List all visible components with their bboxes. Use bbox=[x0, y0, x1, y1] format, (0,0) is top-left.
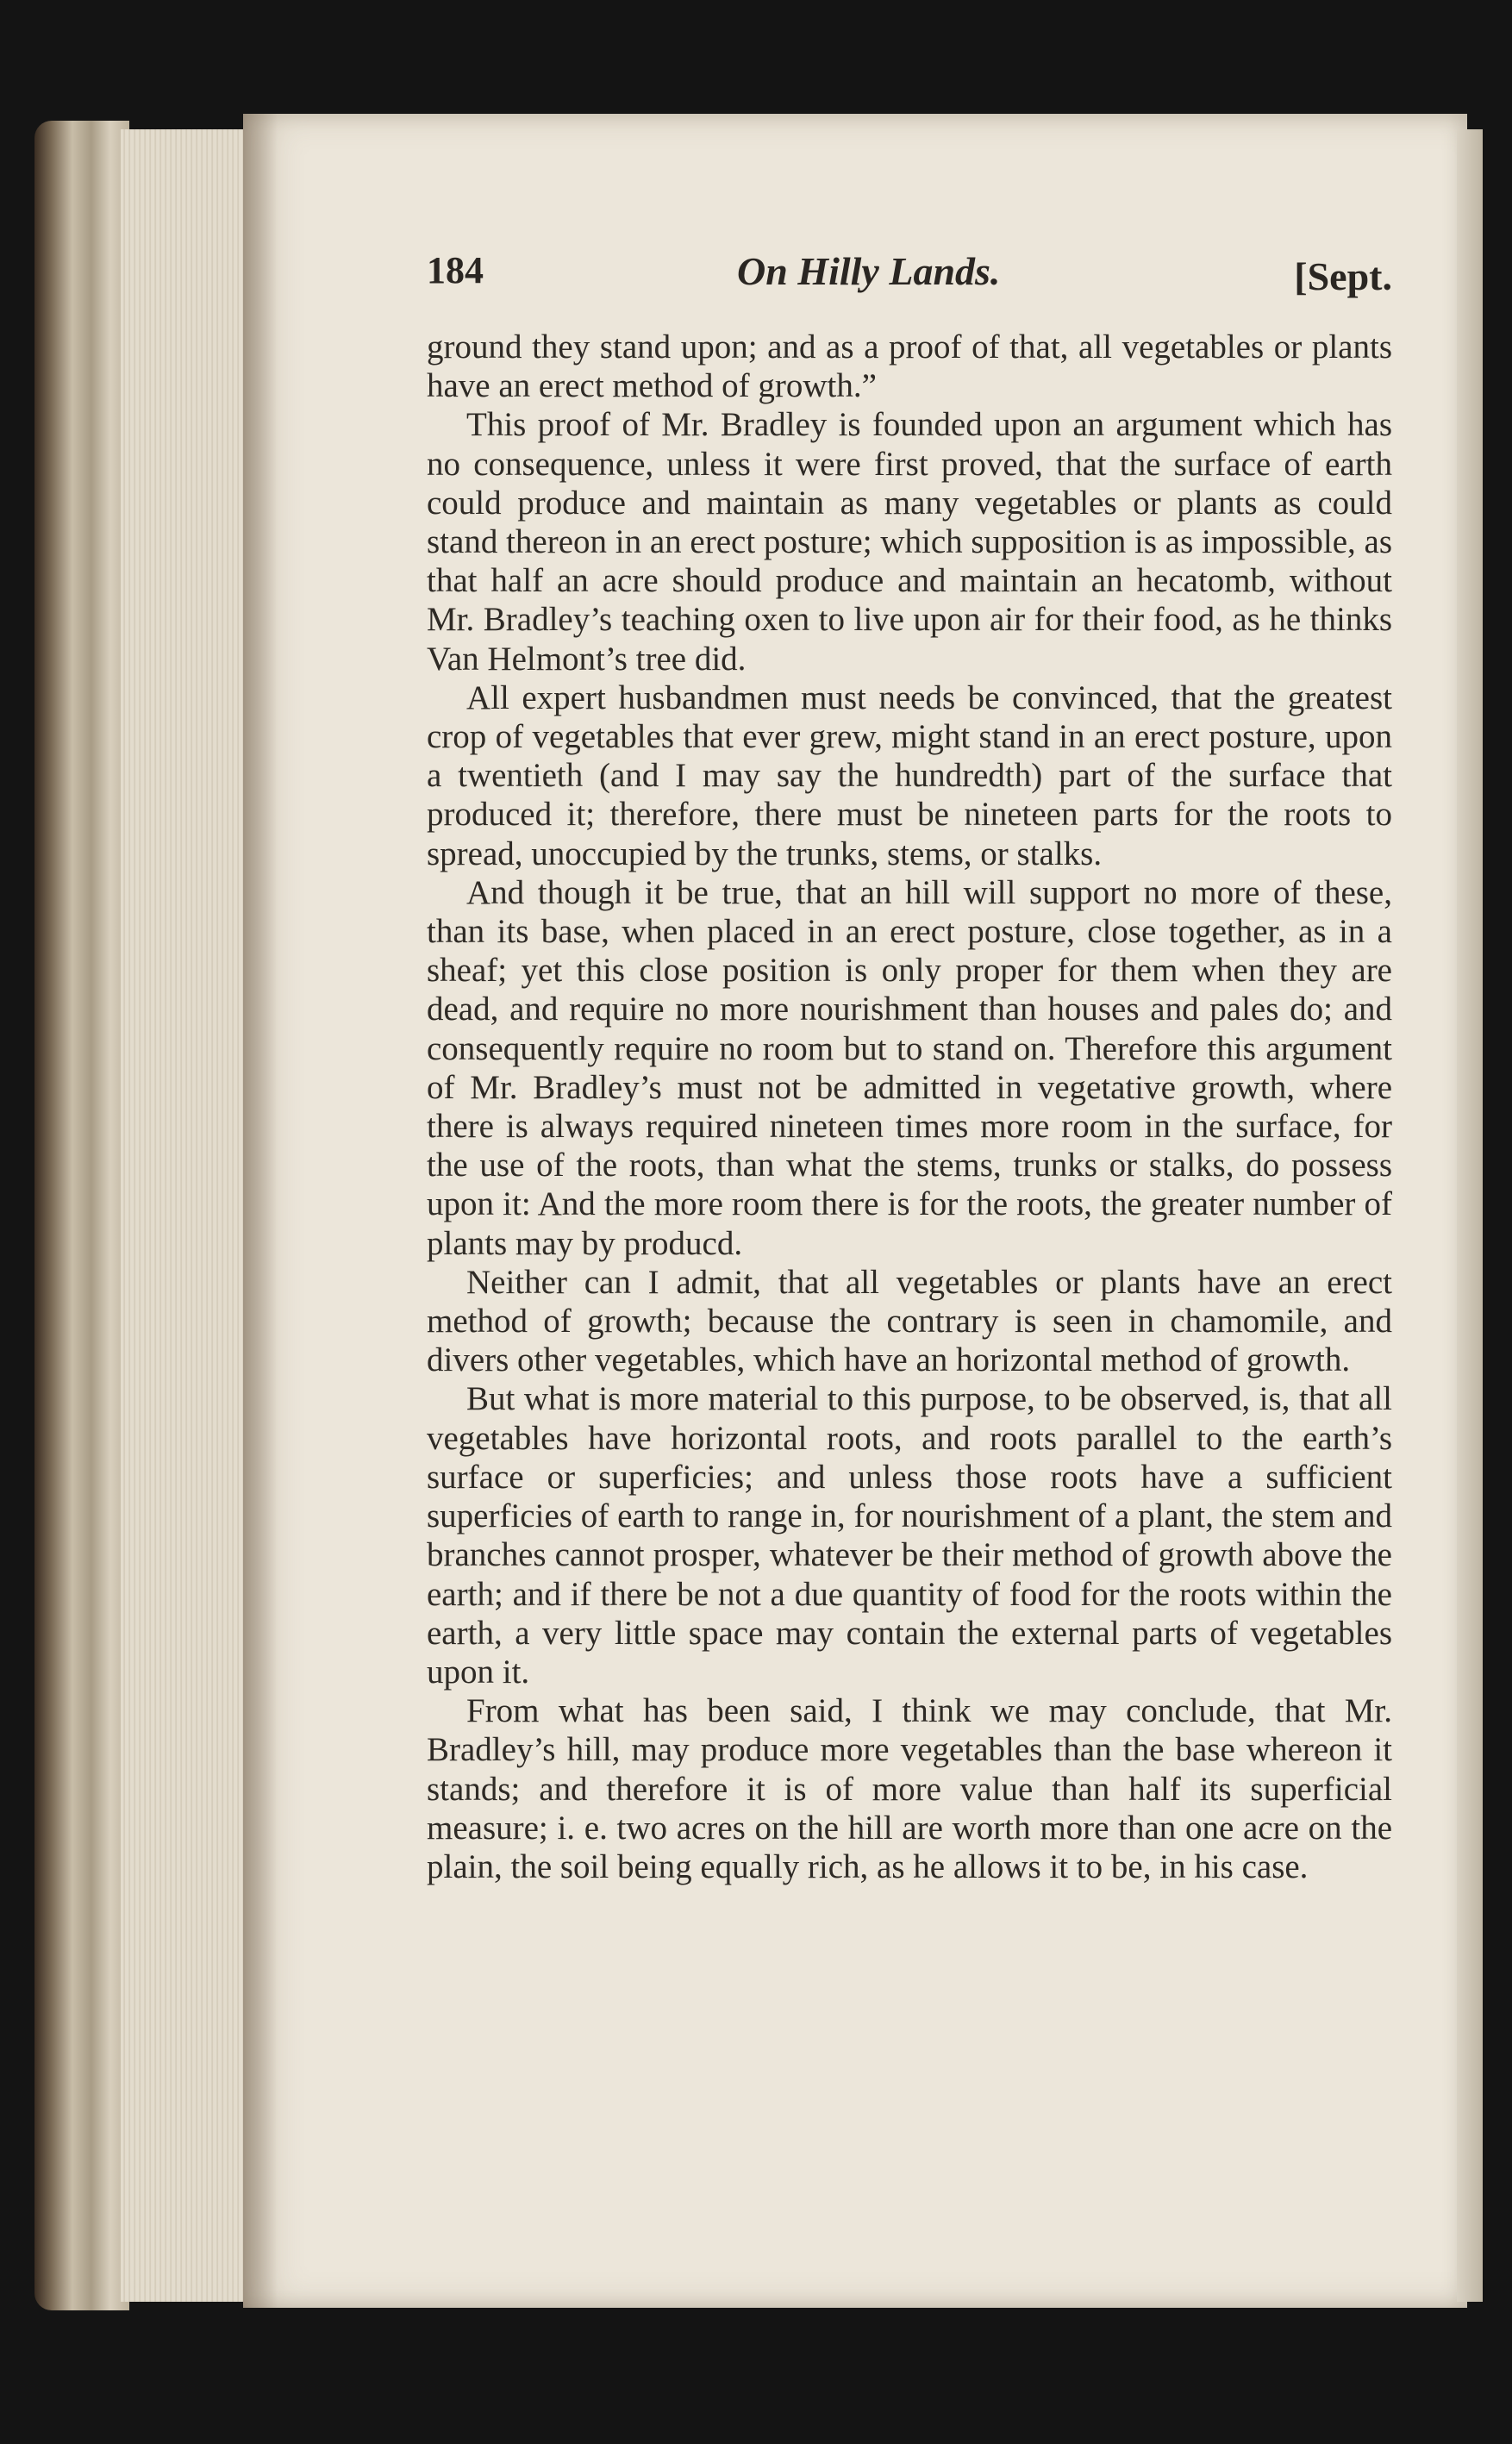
paragraph: From what has been said, I think we may conclude, that Mr. Bradley’s hill, may produce more vegetables than the base whereon it stands; and therefore it is of more value than half its superficial measure; i. e. two acres on the hill are worth more than one acre on the plain, the soil being equally rich, as he allows it to be, in his case. bbox=[427, 1692, 1392, 1885]
running-month: [Sept. bbox=[1294, 254, 1392, 298]
page-right-edge bbox=[1457, 129, 1483, 2302]
paragraph: This proof of Mr. Bradley is founded upon an argument which has no consequence, unless it were first proved, that the surface of earth could produce and maintain as many vegetables or plants as could stand thereon in an erect posture; which supposition is as impossible, as that half an acre should produce and maintain an hecatomb, without Mr. Bradley’s teaching oxen to live upon air for their food, as he thinks Van Helmont’s tree did. bbox=[427, 406, 1392, 678]
page-number: 184 bbox=[427, 249, 484, 291]
paragraph: And though it be true, that an hill will support no more of these, than its base, when placed in an erect posture, close together, as in a sheaf; yet this close position is only proper for them when they are dead, and require no more nourishment than houses and pales do; and consequently require no room but to stand on. Therefore this argument of Mr. Bradley’s must not be admitted in vegetative growth, where there is always required nineteen times more room in the surface, for the use of the roots, than what the stems, trunks or stalks, do possess upon it: And the more room there is for the roots, the greater number of plants may by producd. bbox=[427, 873, 1392, 1262]
running-title: On Hilly Lands. bbox=[737, 249, 1001, 293]
page-body bbox=[427, 328, 1392, 1886]
page-header bbox=[427, 248, 1392, 309]
paragraph: All expert husbandmen must needs be convinced, that the greatest crop of vegetables that ever grew, might stand in an erect posture, upon a twentieth (and I may say the hundredth) part of the surface that produced it; therefore, there must be nineteen parts for the roots to spread, unoccupied by the trunks, stems, or stalks. bbox=[427, 678, 1392, 872]
paragraph: ground they stand upon; and as a proof of that, all vegetables or plants have an erect method of growth.” bbox=[427, 328, 1392, 405]
paragraph: Neither can I admit, that all vegetables or plants have an erect method of growth; because the contrary is seen in chamomile, and divers other vegetables, which have an horizontal method of growth. bbox=[427, 1263, 1392, 1379]
book-cover-edge bbox=[34, 121, 129, 2310]
paragraph: But what is more material to this purpose, to be observed, is, that all vegetables have horizontal roots, and roots parallel to the earth’s surface or superficies; and unless those roots have a sufficient superficies of earth to range in, for nourishment of a plant, the stem and branches cannot prosper, whatever be their method of growth above the earth; and if there be not a due quantity of food for the roots within the earth, a very little space may contain the external parts of vegetables upon it. bbox=[427, 1380, 1392, 1691]
page-stack bbox=[121, 129, 250, 2302]
spine-shadow bbox=[243, 114, 278, 2308]
